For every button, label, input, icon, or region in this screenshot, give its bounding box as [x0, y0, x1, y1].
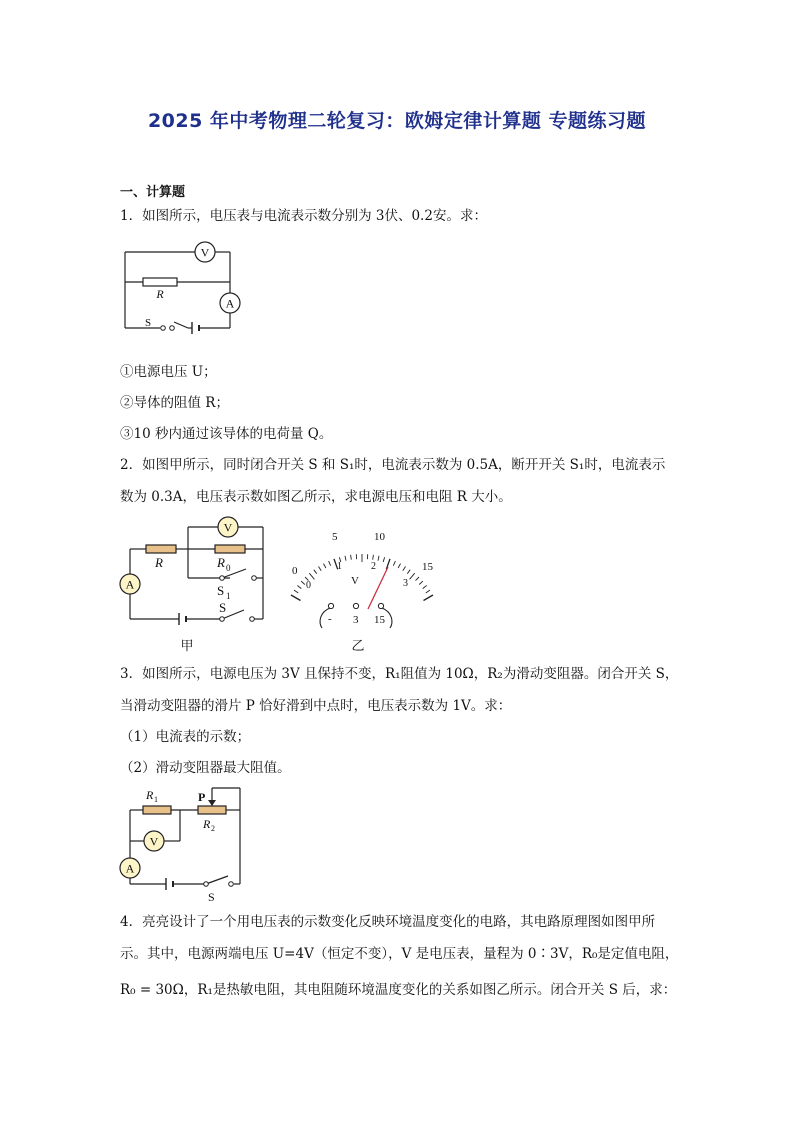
- lower-tick-label: 0: [306, 580, 311, 591]
- terminal-label: 3: [353, 614, 359, 626]
- q4-line3: R₀ = 30Ω，R₁是热敏电阻，其电阻随环境温度变化的关系如图乙所示。闭合开关 S 后，求：: [120, 982, 677, 998]
- dial-tick: [309, 573, 314, 579]
- caption-jia: 甲: [180, 638, 194, 653]
- q1-sub2: ②导体的阻值 R；: [120, 395, 229, 411]
- switch-contact: [170, 326, 175, 331]
- unit-label: V: [351, 575, 359, 587]
- terminal-label: 15: [374, 614, 385, 626]
- dial-tick: [329, 561, 331, 566]
- section-heading: 一、计算题: [120, 185, 186, 200]
- voltmeter-label: V: [149, 834, 159, 849]
- switch-contact: [161, 326, 166, 331]
- switch-contact: [229, 882, 234, 887]
- slider-p-label: P: [198, 790, 206, 804]
- dial-tick: [393, 561, 395, 566]
- q1-sub1: ①电源电压 U；: [120, 364, 217, 380]
- dial-tick: [345, 556, 346, 561]
- q3-line2: 当滑动变阻器的滑片 P 恰好滑到中点时，电压表示数为 1V。求：: [120, 698, 512, 714]
- r1-label: R: [146, 788, 154, 802]
- dial-tick: [424, 595, 434, 601]
- q1-sub3: ③10 秒内通过该导体的电荷量 Q。: [120, 426, 333, 442]
- dial-tick: [291, 595, 301, 601]
- resistor-r1: [143, 806, 171, 814]
- dial-tick: [351, 555, 352, 560]
- dial-tick: [410, 573, 415, 579]
- voltmeter-label: V: [200, 245, 210, 260]
- dial-tick: [314, 570, 317, 574]
- dial-tick: [419, 581, 423, 584]
- resistor-r0-subscript: 0: [226, 563, 231, 573]
- dial-tick: [324, 564, 326, 568]
- switch-s1-contact: [220, 576, 225, 581]
- dial-tick: [398, 564, 400, 568]
- switch-s-label: S: [219, 600, 227, 615]
- switch-s1-subscript: 1: [226, 591, 231, 601]
- switch-contact: [204, 882, 209, 887]
- upper-tick-label: 10: [374, 531, 385, 543]
- r2-label: R: [203, 817, 211, 831]
- ammeter-label: A: [225, 296, 235, 311]
- caption-yi: 乙: [351, 638, 365, 653]
- dial-tick: [319, 567, 322, 571]
- upper-tick-label: 0: [292, 565, 298, 577]
- switch-label: S: [208, 890, 215, 904]
- switch-s-contact: [220, 617, 225, 622]
- upper-tick-label: 5: [332, 531, 338, 543]
- terminal-3: [353, 603, 358, 608]
- dial-tick: [403, 567, 406, 571]
- r1-subscript: 1: [154, 795, 158, 804]
- q1-text: 1．如图所示，电压表与电流表示数分别为 3伏、0.2安。求：: [120, 208, 487, 224]
- dial-tick: [383, 557, 384, 562]
- switch-s-contact: [250, 617, 255, 622]
- resistor: [143, 278, 177, 286]
- dial-tick: [378, 556, 379, 561]
- ammeter-label: A: [125, 577, 135, 592]
- terminal-label: -: [328, 613, 332, 625]
- resistor-r0-label: R: [217, 555, 225, 570]
- resistor-label: R: [156, 287, 164, 301]
- ammeter-label: A: [125, 861, 135, 876]
- dial-tick: [297, 586, 301, 589]
- dial-tick: [373, 555, 374, 560]
- dial-tick: [423, 586, 427, 589]
- voltmeter-label: V: [223, 520, 233, 535]
- dial-tick: [407, 570, 410, 574]
- page-title: 2025 年中考物理二轮复习：欧姆定律计算题 专题练习题: [147, 110, 647, 132]
- q3-circuit-diagram: [118, 784, 248, 904]
- lower-tick-label: 1: [337, 561, 342, 572]
- resistor-r0: [215, 545, 245, 553]
- needle: [368, 567, 388, 609]
- dial-tick: [416, 577, 420, 581]
- q4-line1: 4．亮亮设计了一个用电压表的示数变化反映环境温度变化的电路，其电路原理图如图甲所: [120, 914, 656, 930]
- dial-tick: [294, 590, 298, 593]
- q3-line1: 3．如图所示，电源电压为 3V 且保持不变，R₁阻值为 10Ω，R₂为滑动变阻器。闭合开关 S，: [120, 666, 679, 682]
- switch-s1-label: S: [217, 583, 225, 598]
- q2-line2: 数为 0.3A，电压表示数如图乙所示，求电源电压和电阻 R 大小。: [120, 489, 512, 505]
- q3-sub2: （2）滑动变阻器最大阻值。: [120, 760, 291, 776]
- switch-label: S: [145, 317, 152, 329]
- q1-circuit-diagram: [120, 240, 245, 340]
- q3-sub1: （1）电流表的示数；: [120, 729, 251, 745]
- resistor-r-label: R: [155, 555, 163, 570]
- slider-arrow: [208, 800, 216, 806]
- switch-s1-contact: [252, 576, 257, 581]
- q2-voltmeter-dial: [282, 526, 442, 656]
- resistor-r: [146, 545, 176, 553]
- q2-line1: 2．如图甲所示，同时闭合开关 S 和 S₁时，电流表示数为 0.5A，断开开关 S₁时，电流表示: [120, 457, 666, 473]
- q4-line2: 示。其中，电源两端电压 U=4V（恒定不变），V 是电压表，量程为 0∶3V，R₀是定值电阻，: [120, 946, 679, 962]
- lower-tick-label: 2: [371, 561, 376, 572]
- q2-circuit-a: [118, 514, 274, 656]
- upper-tick-label: 15: [422, 561, 433, 573]
- dial-tick: [426, 590, 430, 593]
- dial-tick: [301, 581, 305, 584]
- lower-tick-label: 3: [403, 578, 408, 589]
- r2-subscript: 2: [211, 824, 215, 833]
- rheostat-r2: [198, 806, 226, 814]
